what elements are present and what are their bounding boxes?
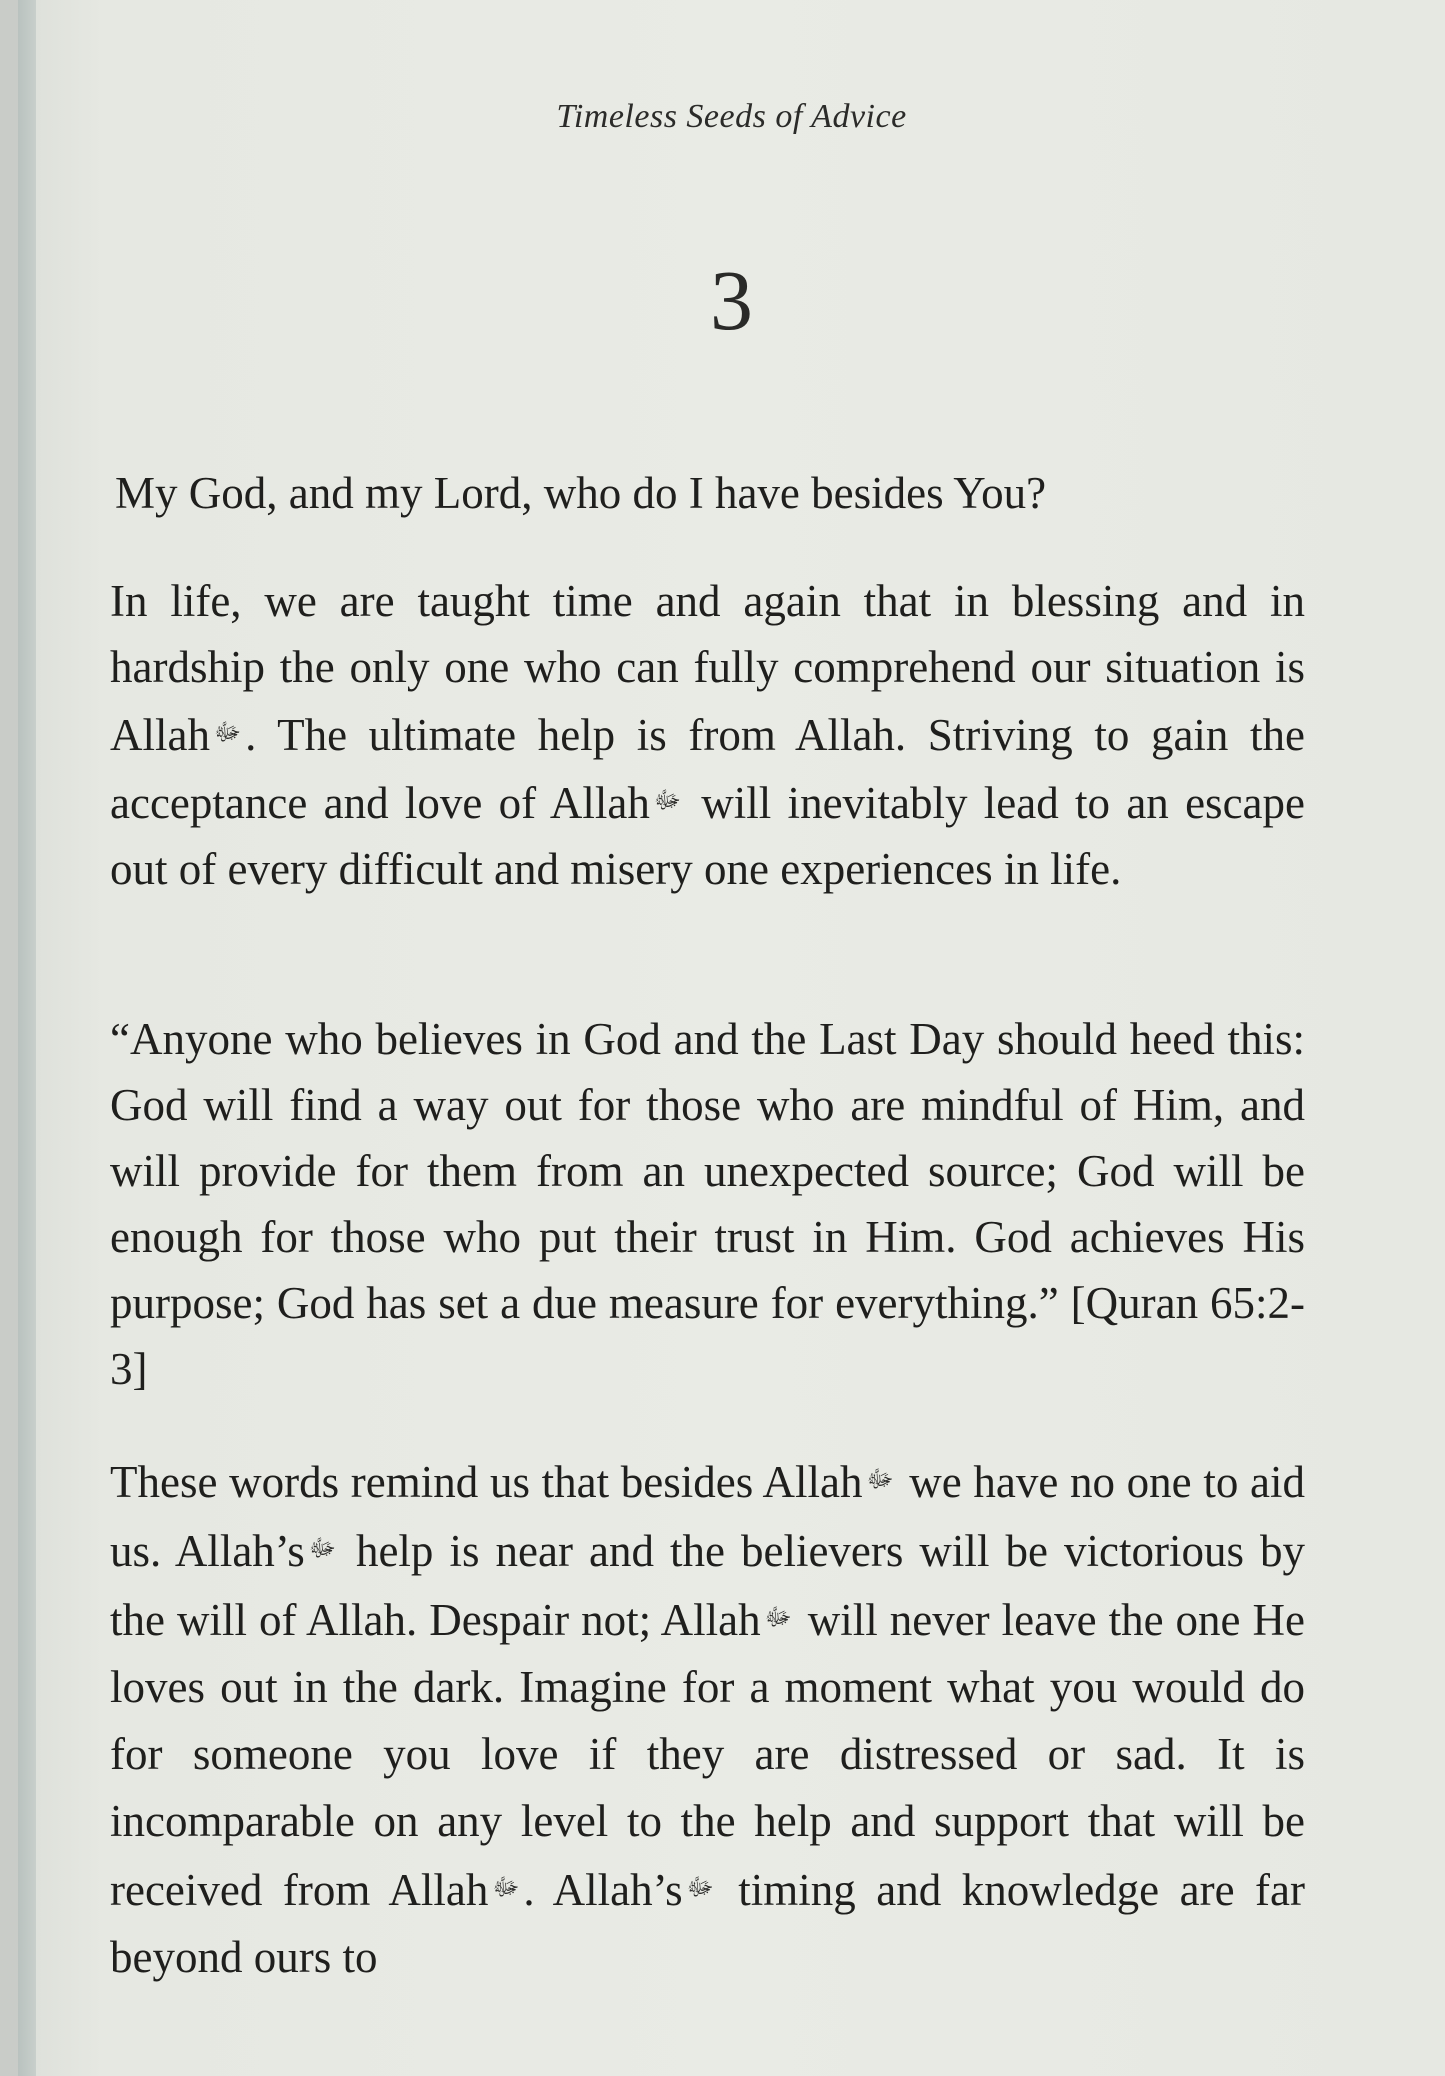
- paragraph-3-text-e: . Allah’s: [523, 1865, 683, 1915]
- paragraph-3: [110, 1447, 1305, 1991]
- honorific-symbol: ﷻ: [653, 788, 681, 814]
- honorific-symbol: ﷻ: [308, 1536, 336, 1562]
- paragraph-3-text-c: help is near and the believers will be victorious by the will of Allah. Despair not; Allah: [110, 1526, 1305, 1645]
- paragraph-3-text-d: will never leave the one He loves out in the dark. Imagine for a moment what you would do for someone you love if they are distressed or sad. It is incomparable on any level to the help and support that will be received from Allah: [110, 1595, 1305, 1915]
- paragraph-1: [110, 568, 1305, 902]
- honorific-symbol: ﷻ: [764, 1605, 792, 1631]
- paragraph-3-text-b: we have no one to aid us. Allah’s: [110, 1457, 1305, 1576]
- quran-quote-paragraph: “Anyone who believes in God and the Last Day should heed this: God will find a way out for those who are mindful of Him, and will provide for them from an unexpected source; God will be enough for those who put their trust in Him. God achieves His purpose; God has set a due measure for everything.” [Quran 65:2-3]: [110, 1014, 1305, 1394]
- honorific-symbol: ﷻ: [213, 720, 242, 746]
- running-header-title: Timeless Seeds of Advice: [556, 98, 907, 135]
- paragraph-1-text-c: will inevitably lead to an escape out of every difficult and misery one experiences in life.: [110, 778, 1305, 894]
- paragraph-3-text-f: timing and knowledge are far beyond ours to: [110, 1865, 1305, 1982]
- honorific-symbol: ﷻ: [686, 1875, 714, 1901]
- paragraph-1-text-a: In life, we are taught time and again that in blessing and in hardship the only one who can fully comprehend our situation is Allah: [110, 576, 1305, 760]
- paragraph-1-text-b: . The ultimate help is from Allah. Striving to gain the acceptance and love of Allah: [110, 710, 1305, 828]
- paragraph-3-text-a: These words remind us that besides Allah: [110, 1457, 863, 1507]
- book-page: [18, 0, 1445, 2076]
- chapter-number: 3: [710, 252, 753, 348]
- opening-line: My God, and my Lord, who do I have besides You?: [115, 468, 1047, 518]
- honorific-symbol: ﷻ: [492, 1875, 520, 1901]
- honorific-symbol: ﷻ: [866, 1467, 894, 1493]
